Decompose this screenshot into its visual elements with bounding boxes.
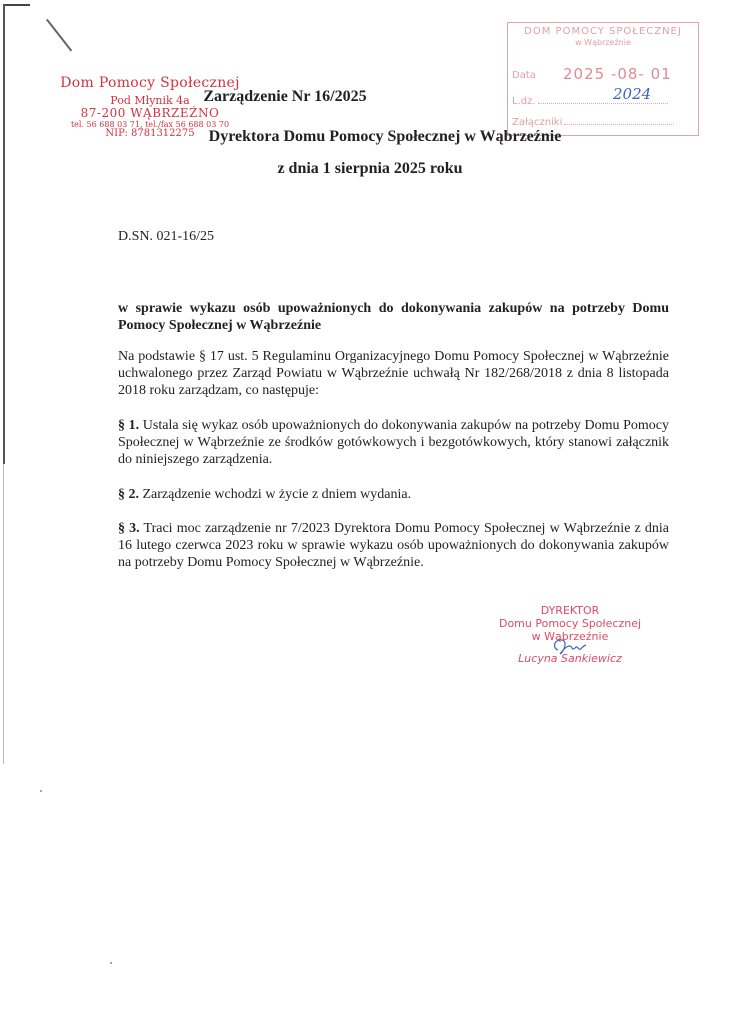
stamp-org: Dom Pomocy Społecznej (60, 75, 240, 91)
document-title: Zarządzenie Nr 16/2025 (203, 88, 367, 105)
stamp-city: 87-200 WĄBRZEŹNO (80, 106, 220, 120)
dotted-line (538, 103, 668, 104)
paragraph-1 (118, 417, 669, 468)
paragraph-number: § 1. (118, 418, 140, 433)
document-preamble: Na podstawie § 17 ust. 5 Regulaminu Organizacyjnego Domu Pomocy Społecznej w Wąbrzeźnie uchwalonego przez Zarząd Powiatu w Wąbrzeźnie uchwałą Nr 182/268/2018 z dnia 8 listopada 2018 roku zarządzam, co następuje: (118, 349, 669, 398)
scan-speck (110, 962, 112, 964)
registry-date-row (512, 70, 536, 81)
registry-attachments-row (512, 117, 674, 128)
registry-stamp (507, 22, 699, 136)
document-reference: D.SN. 021-16/25 (118, 229, 215, 244)
scan-edge-top (3, 4, 30, 6)
registry-place: w Wąbrzeźnie (575, 38, 631, 47)
paragraph-text: Traci moc zarządzenie nr 7/2023 Dyrektora Domu Pomocy Społecznej w Wąbrzeźnie z dnia 16 lutego czerwca 2023 roku w sprawie wykazu osób upoważnionych do dokonywania zakupów na potrzeby Domu Pomocy Społecznej w Wąbrzeźnie. (118, 521, 670, 570)
signatory-name: Lucyna Sankiewicz (518, 652, 622, 665)
registry-ldz-value: 2024 (613, 85, 652, 103)
registry-ldz-label: L.dz. (512, 96, 536, 107)
signature-role: DYREKTOR (540, 604, 600, 617)
paragraph-3 (118, 520, 669, 571)
registry-attachments-label: Załączniki (512, 117, 563, 128)
document-issuer: Dyrektora Domu Pomocy Społecznej w Wąbrzeźnie (208, 128, 562, 145)
registry-date-value: 2025 -08- 01 (563, 65, 672, 83)
paragraph-text: Ustala się wykaz osób upoważnionych do dokonywania zakupów na potrzeby Domu Pomocy Społecznej w Wąbrzeźnie ze środków gotówkowych i bezgotówkowych, który stanowi załącznik do niniejszego zarządzenia. (118, 418, 669, 467)
scan-edge-left (3, 4, 5, 464)
document-subject: w sprawie wykazu osób upoważnionych do dokonywania zakupów na potrzeby Domu Pomocy Społecznej w Wąbrzeźnie (118, 301, 669, 333)
stamp-street: Pod Młynik 4a (110, 94, 190, 107)
scan-edge-left-faint (3, 464, 4, 764)
registry-org: DOM POMOCY SPOŁECZNEJ (524, 26, 682, 37)
stamp-phone: tel. 56 688 03 71, tel./fax 56 688 03 70 (70, 120, 230, 129)
scan-speck (40, 790, 42, 792)
handwritten-signature (548, 636, 588, 658)
stamp-nip: NIP: 8781312275 (105, 128, 195, 139)
paragraph-number: § 3. (118, 521, 140, 536)
dotted-line (564, 124, 674, 125)
signature-place: w Wąbrzeźnie (531, 630, 609, 643)
paragraph-2 (118, 486, 669, 503)
scan-mark (46, 19, 72, 52)
document-date: z dnia 1 sierpnia 2025 roku (277, 160, 463, 177)
registry-date-label: Data (512, 70, 536, 81)
paragraph-number: § 2. (118, 487, 139, 502)
paragraph-text: Zarządzenie wchodzi w życie z dniem wydania. (139, 487, 412, 502)
signature-org: Domu Pomocy Społecznej (498, 617, 642, 630)
